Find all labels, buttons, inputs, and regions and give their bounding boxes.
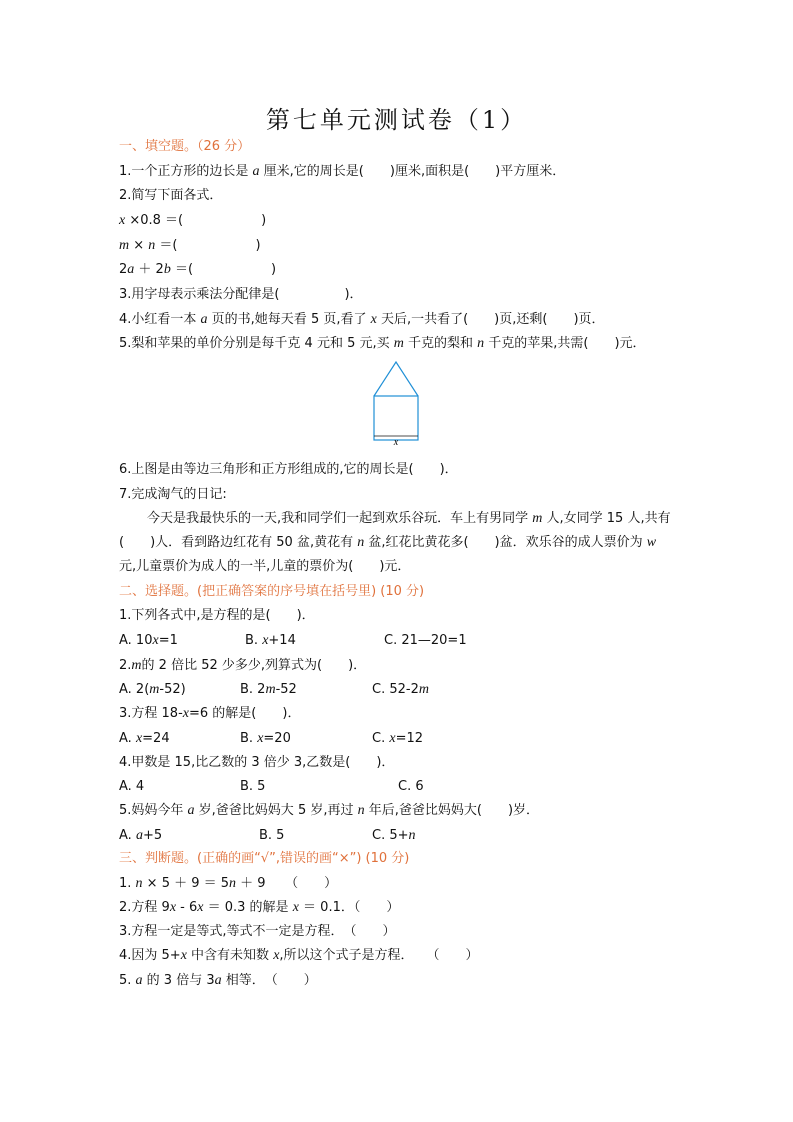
s2-question-4: 4.甲数是 15,比乙数的 3 倍少 3,乙数是( )． bbox=[119, 755, 395, 770]
s1-question-2: 2.简写下面各式． bbox=[119, 188, 223, 203]
house-shape-figure bbox=[368, 360, 428, 450]
s1-question-3: 3.用字母表示乘法分配律是( )． bbox=[119, 287, 363, 302]
s3-question-2: 2.方程 9x - 6x ＝ 0.3 的解是 x ＝ 0.1．（ ） bbox=[119, 900, 400, 915]
s2-q4-option-c: C. 6 bbox=[398, 779, 424, 794]
s2-question-1: 1.下列各式中,是方程的是( )． bbox=[119, 608, 315, 623]
s2-q2-option-c: C. 52-2m bbox=[372, 682, 429, 697]
s2-question-2: 2.m的 2 倍比 52 少多少,列算式为( )． bbox=[119, 658, 367, 673]
s1-question-2c: 2a ＋ 2b ＝( ) bbox=[119, 262, 277, 277]
s1-question-5: 5.梨和苹果的单价分别是每千克 4 元和 5 元,买 m 千克的梨和 n 千克的苹果,共需( )元． bbox=[119, 336, 646, 351]
s3-question-5: 5. a 的 3 倍与 3a 相等． （ ） bbox=[119, 973, 317, 988]
s2-q1-option-b: B. x+14 bbox=[245, 633, 296, 648]
section-1-header: 一、填空题。（26 分） bbox=[119, 139, 251, 154]
s1-question-2b: m × n ＝( ) bbox=[119, 238, 261, 253]
s1-question-2a: x ×0.8 ＝( ) bbox=[119, 213, 267, 228]
s2-q5-option-b: B. 5 bbox=[259, 828, 285, 843]
s2-q5-option-c: C. 5+n bbox=[372, 828, 416, 843]
figure-side-label: x bbox=[393, 437, 399, 448]
s2-q3-option-a: A. x=24 bbox=[119, 731, 170, 746]
section-3-header: 三、判断题。(正确的画“√”,错误的画“×”) (10 分) bbox=[119, 851, 410, 866]
s2-q3-option-c: C. x=12 bbox=[372, 731, 423, 746]
s2-q4-option-a: A. 4 bbox=[119, 779, 145, 794]
s1-question-6: 6.上图是由等边三角形和正方形组成的,它的周长是( )． bbox=[119, 462, 458, 477]
s1-question-4: 4.小红看一本 a 页的书,她每天看 5 页,看了 x 天后,一共看了( )页,还剩( )页． bbox=[119, 312, 605, 327]
s1-question-1: 1.一个正方形的边长是 a 厘米,它的周长是( )厘米,面积是( )平方厘米． bbox=[119, 164, 566, 179]
page-title: 第七单元测试卷（1） bbox=[265, 106, 528, 134]
s2-question-5: 5.妈妈今年 a 岁,爸爸比妈妈大 5 岁,再过 n 年后,爸爸比妈妈大( )岁． bbox=[119, 803, 540, 818]
s2-q3-option-b: B. x=20 bbox=[240, 731, 291, 746]
s1-question-7: 7.完成淘气的日记: bbox=[119, 487, 227, 502]
s2-question-3: 3.方程 18-x=6 的解是( )． bbox=[119, 706, 301, 721]
s2-q4-option-b: B. 5 bbox=[240, 779, 266, 794]
s2-q2-option-b: B. 2m-52 bbox=[240, 682, 297, 697]
s2-q5-option-a: A. a+5 bbox=[119, 828, 163, 843]
diary-paragraph: 今天是我最快乐的一天,我和同学们一起到欢乐谷玩．车上有男同学 m 人,女同学 15 人,共有( )人．看到路边红花有 50 盆,黄花有 n 盆,红花比黄花多( )盆．欢乐谷的成人票价为 w 元,儿童票价为成人的一半,儿童的票价为( )元． bbox=[119, 511, 671, 574]
s2-q1-option-c: C. 21—20=1 bbox=[384, 633, 467, 648]
s3-question-4: 4.因为 5+x 中含有未知数 x,所以这个式子是方程． （ ） bbox=[119, 948, 479, 963]
s3-question-1: 1. n × 5 ＋ 9 ＝ 5n ＋ 9 （ ） bbox=[119, 876, 338, 891]
s2-q2-option-a: A. 2(m-52) bbox=[119, 682, 186, 697]
s2-q1-option-a: A. 10x=1 bbox=[119, 633, 178, 648]
s3-question-3: 3.方程一定是等式,等式不一定是方程． （ ） bbox=[119, 924, 396, 939]
square-body bbox=[374, 396, 418, 440]
triangle-roof bbox=[374, 362, 418, 396]
section-2-header: 二、选择题。(把正确答案的序号填在括号里) (10 分) bbox=[119, 584, 425, 599]
